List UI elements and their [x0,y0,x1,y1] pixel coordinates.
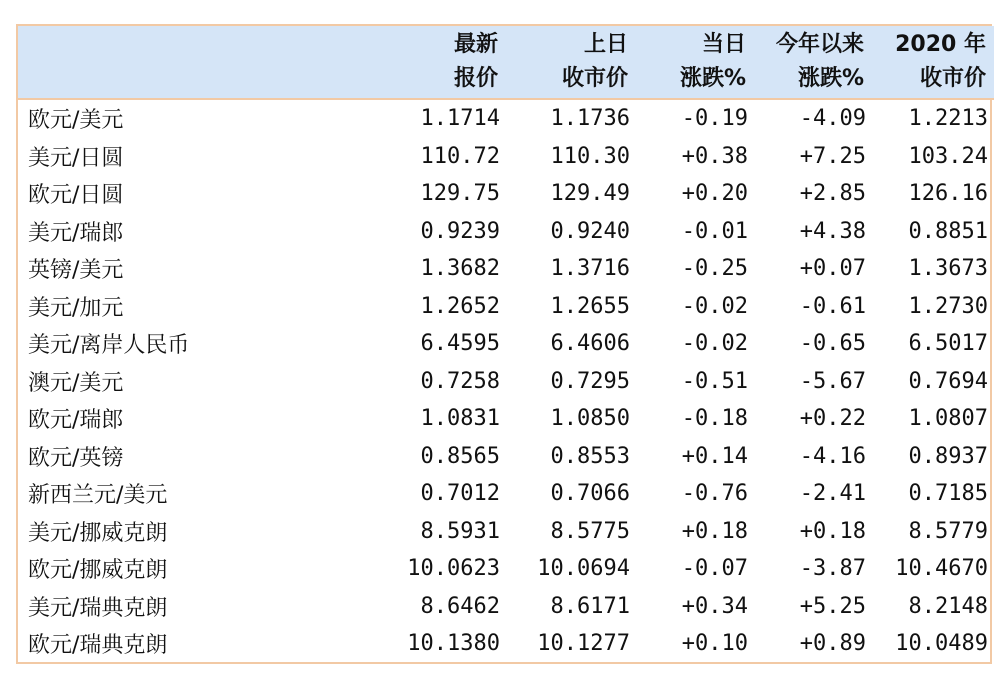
header-ytd-change: 今年以来 涨跌% [754,26,872,99]
cell-day-change: +0.20 [681,181,748,207]
cell-pair: 美元/加元 [28,295,124,321]
cell-day-change: -0.51 [681,368,748,394]
cell-prev-close: 0.7295 [550,368,630,394]
table-row [18,625,994,663]
cell-latest: 0.8565 [420,443,500,469]
cell-latest: 1.1714 [420,106,500,132]
header-row [18,26,994,99]
cell-pair: 美元/瑞郎 [28,220,124,246]
cell-close-2020: 126.16 [908,181,988,207]
cell-close-2020: 1.3673 [908,256,988,282]
table-row [18,175,994,213]
cell-ytd-change: -4.09 [799,106,866,132]
header-day-change: 当日 涨跌% [636,26,754,99]
cell-pair: 美元/日圆 [28,145,124,171]
cell-ytd-change: -0.61 [799,293,866,319]
cell-close-2020: 8.2148 [908,593,988,619]
cell-day-change: -0.76 [681,481,748,507]
cell-prev-close: 1.1736 [550,106,630,132]
cell-latest: 0.7258 [420,368,500,394]
cell-pair: 欧元/日圆 [28,183,124,209]
cell-pair: 欧元/挪威克朗 [28,558,168,584]
table-row [18,213,994,251]
cell-day-change: -0.25 [681,256,748,282]
header-close-2020: 2020 年 收市价 [872,26,994,99]
cell-prev-close: 10.0694 [537,556,630,582]
table-row [18,99,994,138]
cell-close-2020: 1.2213 [908,106,988,132]
cell-prev-close: 10.1277 [537,631,630,657]
cell-ytd-change: +0.18 [799,518,866,544]
cell-prev-close: 0.7066 [550,481,630,507]
cell-day-change: +0.34 [681,593,748,619]
table-row [18,250,994,288]
cell-close-2020: 0.7694 [908,368,988,394]
table-row [18,475,994,513]
cell-close-2020: 10.0489 [895,631,988,657]
table-row [18,138,994,176]
cell-ytd-change: +0.07 [799,256,866,282]
table-header [18,26,994,99]
table-row [18,325,994,363]
cell-day-change: +0.10 [681,631,748,657]
cell-ytd-change: -4.16 [799,443,866,469]
cell-pair: 美元/挪威克朗 [28,520,168,546]
cell-day-change: -0.02 [681,331,748,357]
cell-latest: 110.72 [420,143,500,169]
cell-ytd-change: +0.22 [799,406,866,432]
header-prev-close: 上日 收市价 [506,26,636,99]
cell-prev-close: 129.49 [550,181,630,207]
cell-prev-close: 1.2655 [550,293,630,319]
cell-day-change: -0.01 [681,218,748,244]
cell-ytd-change: -3.87 [799,556,866,582]
cell-prev-close: 6.4606 [550,331,630,357]
cell-ytd-change: +2.85 [799,181,866,207]
cell-close-2020: 0.8937 [908,443,988,469]
table-body [18,99,994,663]
cell-prev-close: 0.8553 [550,443,630,469]
table-row [18,588,994,626]
cell-close-2020: 0.7185 [908,481,988,507]
cell-ytd-change: -2.41 [799,481,866,507]
table-row [18,288,994,326]
cell-ytd-change: +7.25 [799,143,866,169]
cell-close-2020: 103.24 [908,143,988,169]
cell-latest: 0.9239 [420,218,500,244]
cell-close-2020: 6.5017 [908,331,988,357]
cell-ytd-change: +5.25 [799,593,866,619]
cell-ytd-change: +4.38 [799,218,866,244]
cell-pair: 美元/瑞典克朗 [28,595,168,621]
cell-pair: 欧元/瑞典克朗 [28,633,168,659]
cell-close-2020: 1.0807 [908,406,988,432]
cell-day-change: -0.19 [681,106,748,132]
cell-day-change: +0.18 [681,518,748,544]
cell-ytd-change: -0.65 [799,331,866,357]
cell-close-2020: 0.8851 [908,218,988,244]
cell-latest: 0.7012 [420,481,500,507]
cell-prev-close: 110.30 [550,143,630,169]
cell-pair: 新西兰元/美元 [28,483,168,509]
cell-pair: 欧元/瑞郎 [28,408,124,434]
header-latest: 最新 报价 [378,26,506,99]
cell-latest: 10.0623 [407,556,500,582]
cell-ytd-change: +0.89 [799,631,866,657]
table-row [18,363,994,401]
cell-latest: 6.4595 [420,331,500,357]
cell-prev-close: 0.9240 [550,218,630,244]
cell-pair: 澳元/美元 [28,370,124,396]
cell-latest: 8.5931 [420,518,500,544]
cell-latest: 1.0831 [420,406,500,432]
cell-prev-close: 1.0850 [550,406,630,432]
table-row [18,550,994,588]
cell-prev-close: 8.5775 [550,518,630,544]
fx-rates-table [18,26,994,663]
cell-pair: 欧元/英镑 [28,445,124,471]
table-row [18,400,994,438]
header-pair [18,26,378,99]
cell-latest: 1.3682 [420,256,500,282]
cell-pair: 美元/离岸人民币 [28,333,190,359]
cell-pair: 欧元/美元 [28,108,124,134]
cell-close-2020: 8.5779 [908,518,988,544]
cell-day-change: -0.18 [681,406,748,432]
cell-latest: 1.2652 [420,293,500,319]
cell-day-change: -0.07 [681,556,748,582]
cell-close-2020: 1.2730 [908,293,988,319]
cell-prev-close: 8.6171 [550,593,630,619]
cell-day-change: -0.02 [681,293,748,319]
fx-rates-table-container [16,24,992,664]
cell-latest: 8.6462 [420,593,500,619]
table-row [18,438,994,476]
cell-prev-close: 1.3716 [550,256,630,282]
cell-ytd-change: -5.67 [799,368,866,394]
cell-pair: 英镑/美元 [28,258,124,284]
cell-latest: 10.1380 [407,631,500,657]
cell-day-change: +0.38 [681,143,748,169]
cell-close-2020: 10.4670 [895,556,988,582]
table-row [18,513,994,551]
cell-latest: 129.75 [420,181,500,207]
cell-day-change: +0.14 [681,443,748,469]
